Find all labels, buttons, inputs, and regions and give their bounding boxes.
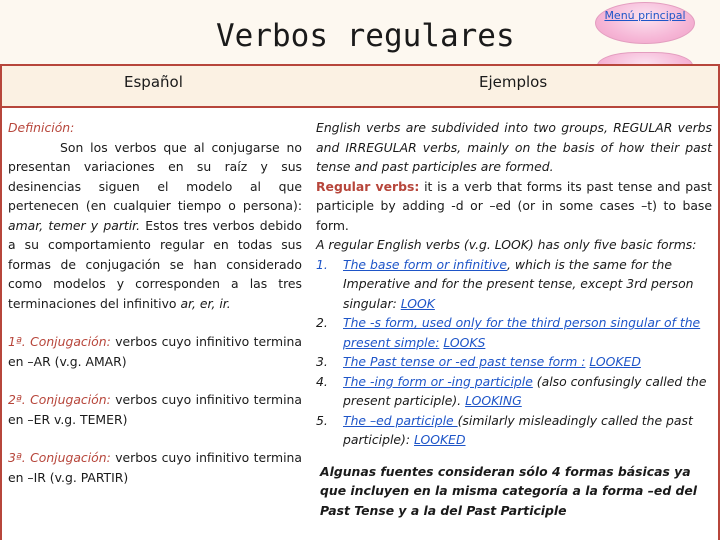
list-number: 5. [316,412,328,428]
indent-spacer [8,140,60,155]
definition-block [8,118,302,313]
list-number: 3. [316,354,328,369]
s-form-link[interactable]: The -s form, used only for the third person singular of the present simple: [343,315,701,350]
past-tense-link[interactable]: The Past tense or -ed past tense form : [343,354,586,369]
form-description: (similarly misleadingly called the past participle): [343,412,693,447]
base-form-link[interactable]: The base form or infinitive [343,256,507,272]
model-verbs: amar, temer y partir. [8,217,141,233]
conjugation-label: 1ª. Conjugación: [8,334,111,349]
form-description: (also confusingly called the present participle). [343,373,707,408]
header-divider [0,106,720,108]
footnote: Algunas fuentes consideran sólo 4 formas básicas ya que incluyen en la misma categoría a la forma –ed del Past Tense y a la del Past Participle [320,463,698,518]
conjugation-2 [8,390,302,429]
definition-continuation: Estos tres verbos debido a su comportamiento regular en todas sus formas de conjugación se han considerado como modelos y corresponden a las tres terminaciones del infinitivo [8,217,302,311]
conjugation-label: 2ª. Conjugación: [8,392,111,407]
form-example[interactable]: LOOKING [465,393,522,408]
form-description: , which is the same for the Imperative and for the present tense, except 3rd person singular: [343,256,694,311]
conjugation-3 [8,448,302,487]
list-number: 1. [316,256,328,272]
regular-verbs-text: it is a verb that forms its past tense and past participle by adding -d or –ed (or in some cases –t) to base form. [316,178,712,233]
list-number: 2. [316,315,328,330]
conjugation-text: verbos cuyo infinitivo termina en –IR (v.g. PARTIR) [8,450,302,485]
english-intro: English verbs are subdivided into two groups, REGULAR verbs and IRREGULAR verbs, mainly on the basis of how their past tense and past participles are formed. [316,120,712,174]
definition-text: Son los verbos que al conjugarse no presentan variaciones en su raíz y sus desinencias siguen el modelo al que pertenecen (en cualquier tiempo o persona): [8,139,302,213]
spanish-column [8,118,302,487]
column-header-espanol: Español [124,73,183,91]
examples-column [316,118,712,520]
table-left-border [0,64,2,540]
ed-participle-link[interactable]: The –ed participle [343,412,458,428]
conjugation-text: verbos cuyo infinitivo termina en –AR (v.g. AMAR) [8,334,302,369]
definition-label: Definición: [8,120,75,135]
regular-verbs-definition [316,177,712,236]
conjugation-label: 3ª. Conjugación: [8,450,111,465]
list-item [316,372,712,411]
verb-forms-list [316,255,712,450]
form-example[interactable]: LOOKS [443,334,486,350]
menu-principal-button[interactable]: Menú principal [595,2,695,44]
form-example[interactable]: LOOKED [589,354,641,369]
list-item [316,313,712,352]
infinitive-endings: ar, er, ir. [180,295,231,311]
list-item [316,411,712,450]
list-number: 4. [316,373,328,389]
list-item [316,255,712,314]
page-title: Verbos regulares [216,18,515,54]
list-item [316,352,712,372]
form-example[interactable]: LOOKED [414,432,466,447]
conjugation-1 [8,332,302,371]
five-forms-intro: A regular English verbs (v.g. LOOK) has only five basic forms: [316,237,697,252]
ing-form-link[interactable]: The -ing form or -ing participle [343,373,533,389]
conjugation-text: verbos cuyo infinitivo termina en –ER v.g. TEMER) [8,392,302,427]
form-example[interactable]: LOOK [400,295,435,311]
column-header-ejemplos: Ejemplos [479,73,548,91]
table-header [0,64,720,106]
regular-verbs-label: Regular verbs: [316,178,420,194]
